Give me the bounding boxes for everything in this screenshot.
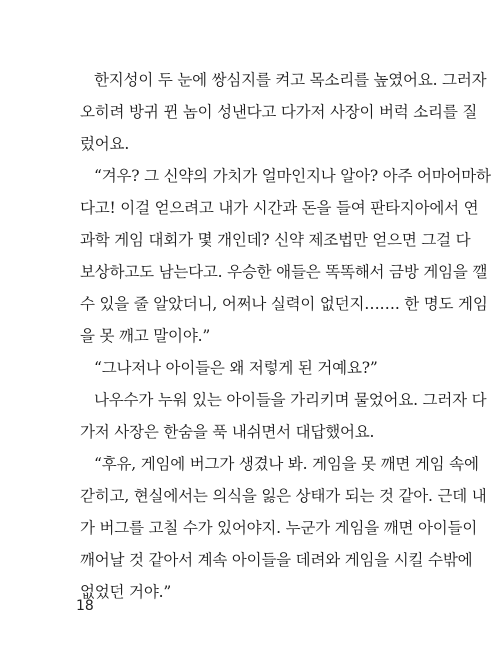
page-number: 18 xyxy=(76,598,94,614)
text-line: “그나저나 아이들은 왜 저렇게 된 거예요?” xyxy=(94,359,378,377)
text-line: 갇히고, 현실에서는 의식을 잃은 상태가 되는 것 같아. 근데 내 xyxy=(80,487,487,505)
text-line: 렀어요. xyxy=(80,135,130,153)
text-line: 수 있을 줄 알았더니, 어쩌나 실력이 없던지……. 한 명도 게임 xyxy=(80,295,488,313)
text-line: “겨우? 그 신약의 가치가 얼마인지나 알아? 아주 어마어마하 xyxy=(94,167,491,185)
text-line: 한지성이 두 눈에 쌍심지를 켜고 목소리를 높였어요. 그러자 xyxy=(94,71,487,89)
text-line: “후유, 게임에 버그가 생겼나 봐. 게임을 못 깨면 게임 속에 xyxy=(94,455,479,473)
text-line: 오히려 방귀 뀐 놈이 성낸다고 다가저 사장이 버럭 소리를 질 xyxy=(80,103,478,121)
text-line: 없었던 거야.” xyxy=(80,583,172,601)
text-line: 과학 게임 대회가 몇 개인데? 신약 제조법만 얻으면 그걸 다 xyxy=(80,231,471,249)
text-line: 보상하고도 남는다고. 우승한 애들은 똑똑해서 금방 게임을 깰 xyxy=(80,263,488,281)
text-line: 을 못 깨고 말이야.” xyxy=(80,327,211,345)
text-line: 가 버그를 고칠 수가 있어야지. 누군가 게임을 깨면 아이들이 xyxy=(80,519,478,537)
text-line: 가저 사장은 한숨을 푹 내쉬면서 대답했어요. xyxy=(80,423,375,441)
text-line: 나우수가 누워 있는 아이들을 가리키며 물었어요. 그러자 다 xyxy=(94,391,487,409)
text-line: 다고! 이걸 얻으려고 내가 시간과 돈을 들여 판타지아에서 연 xyxy=(80,199,479,217)
text-line: 깨어날 것 같아서 계속 아이들을 데려와 게임을 시킬 수밖에 xyxy=(80,551,473,569)
body-text xyxy=(80,64,491,608)
